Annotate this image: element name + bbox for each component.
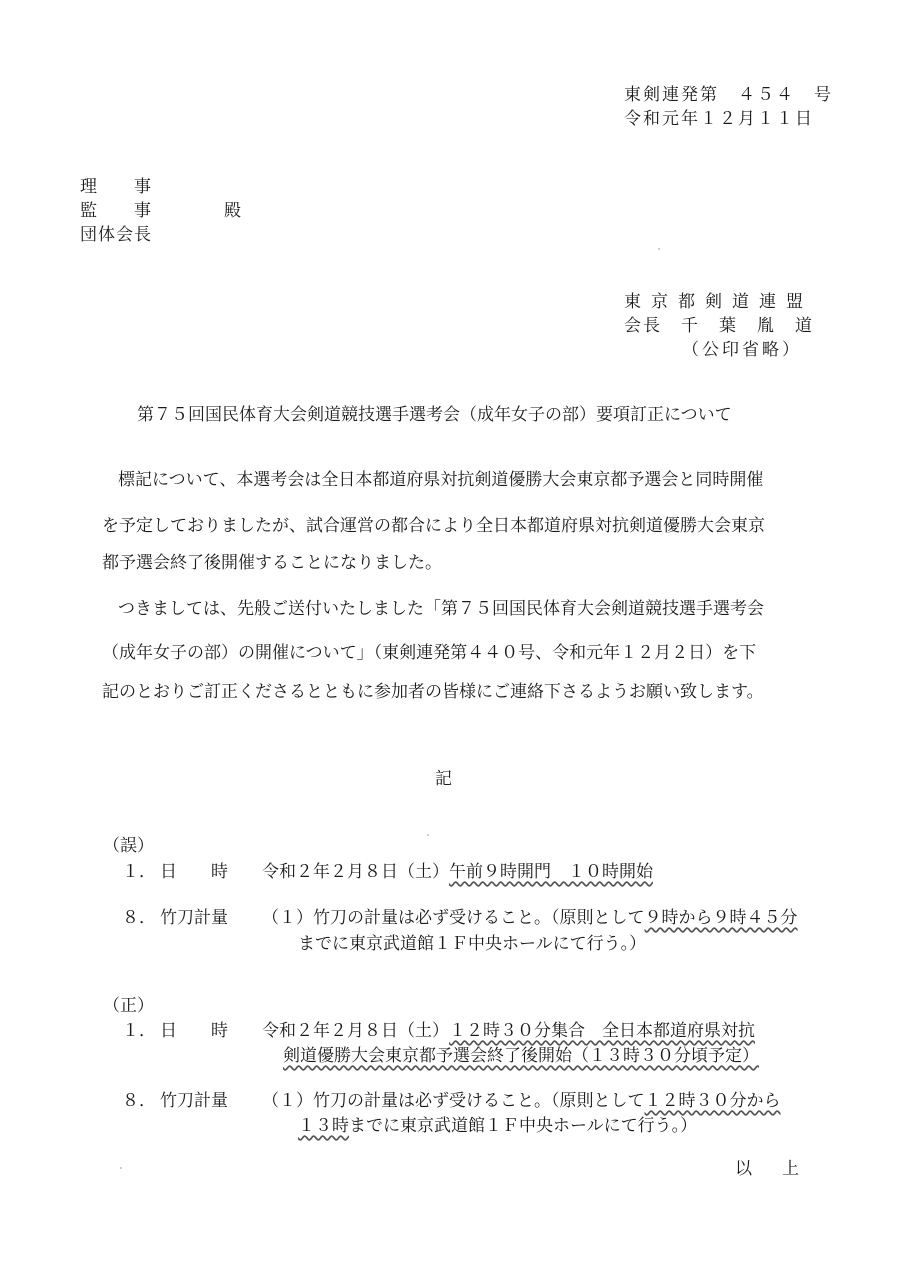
error-item1-value bbox=[262, 857, 653, 882]
error-item1-name: 日 時 bbox=[160, 862, 228, 882]
error-item8-time: ９時から９時４５分 bbox=[644, 908, 798, 928]
correct-item8-location: までに東京武道館１Ｆ中央ホールにて行う。） bbox=[349, 1116, 698, 1136]
correct-item8-end-time: １３時 bbox=[298, 1116, 349, 1136]
correct-item1-line1 bbox=[262, 1016, 755, 1041]
error-section-label: （誤） bbox=[103, 836, 154, 856]
correct-item1-date: 令和２年２月８日（土） bbox=[262, 1021, 449, 1041]
addressee-auditors: 監 事 殿 bbox=[80, 201, 242, 221]
scan-speck bbox=[658, 248, 660, 250]
error-item1-date: 令和２年２月８日（土） bbox=[262, 862, 449, 882]
body-line-4: つきましては、先般ご送付いたしました「第７５回国民体育大会剣道競技選手選考会 bbox=[118, 599, 764, 619]
scan-speck bbox=[427, 834, 429, 836]
body-line-3: 都予選会終了後開催することになりました。 bbox=[102, 553, 442, 573]
sender-organization: 東京都剣道連盟 bbox=[624, 292, 813, 312]
addressee-group-heads: 団体会長 bbox=[80, 225, 152, 245]
error-item8-number: ８． bbox=[122, 908, 156, 928]
document-number: 東剣連発第 ４５４ 号 bbox=[624, 85, 833, 105]
body-line-1: 標記について、本選考会は全日本都道府県対抗剣道優勝大会東京都予選会と同時開催 bbox=[118, 470, 764, 490]
sender-president: 会長 千 葉 胤 道 bbox=[624, 316, 814, 336]
error-item1-time: 午前９時開門 １０時開始 bbox=[449, 862, 653, 882]
correct-item1-time: １２時３０分集合 全日本都道府県対抗 bbox=[449, 1021, 755, 1041]
body-line-2: を予定しておりましたが、試合運営の都合により全日本都道府県対抗剣道優勝大会東京 bbox=[102, 516, 765, 536]
correct-item1-line2: 剣道優勝大会東京都予選会終了後開始（１３時３０分頃予定） bbox=[283, 1046, 759, 1066]
ki-heading: 記 bbox=[435, 769, 452, 789]
correct-item8-time: １２時３０分から bbox=[644, 1091, 781, 1111]
error-item8-line2: までに東京武道館１Ｆ中央ホールにて行う。） bbox=[298, 934, 647, 954]
correct-item8-line1 bbox=[262, 1086, 781, 1111]
correct-item8-name: 竹刀計量 bbox=[160, 1091, 228, 1111]
correct-item8-number: ８． bbox=[122, 1091, 156, 1111]
correct-item1-name: 日 時 bbox=[160, 1021, 228, 1041]
correct-item8-text: （１）竹刀の計量は必ず受けること。（原則として bbox=[262, 1091, 645, 1111]
document-title: 第７５回国民体育大会剣道競技選手選考会（成年女子の部）要項訂正について bbox=[137, 405, 732, 425]
error-item1-number: １． bbox=[122, 862, 156, 882]
document-date: 令和元年１２月１１日 bbox=[624, 109, 814, 129]
scan-speck bbox=[120, 1167, 122, 1169]
error-item8-name: 竹刀計量 bbox=[160, 908, 228, 928]
body-line-5: （成年女子の部）の開催について」（東剣連発第４４０号、令和元年１２月２日）を下 bbox=[102, 643, 757, 663]
body-line-6: 記のとおりご訂正くださるとともに参加者の皆様にご連絡下さるようお願い致します。 bbox=[102, 682, 764, 702]
closing-mark: 以上 bbox=[735, 1159, 829, 1179]
error-item8-text: （１）竹刀の計量は必ず受けること。（原則として bbox=[262, 908, 645, 928]
correct-item8-line2 bbox=[298, 1111, 697, 1136]
addressee-directors: 理 事 bbox=[80, 177, 152, 197]
correct-item1-number: １． bbox=[122, 1021, 156, 1041]
correct-section-label: （正） bbox=[103, 996, 154, 1016]
error-item8-line1 bbox=[262, 903, 798, 928]
seal-omitted-note: （公印省略） bbox=[682, 340, 802, 360]
